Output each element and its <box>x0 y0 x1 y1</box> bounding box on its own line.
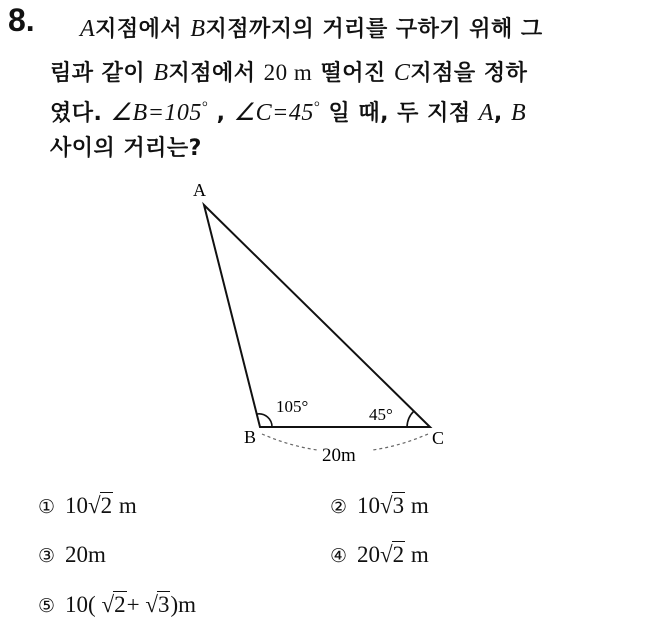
label-a: A <box>193 180 206 200</box>
choice-marker: ① <box>38 496 56 518</box>
point-b-symbol: B <box>510 100 527 126</box>
choice-coef: 10 <box>357 493 381 518</box>
choice-2[interactable] <box>330 493 429 519</box>
text: , <box>493 101 511 126</box>
choice-coef: 20 <box>357 542 381 567</box>
choice-5[interactable] <box>38 592 196 618</box>
radicand: 2 <box>100 493 113 518</box>
text: 떨어진 <box>312 61 394 86</box>
choice-unit: m <box>410 493 429 518</box>
text: 지점에서 <box>95 17 191 42</box>
radicand: 2 <box>114 592 126 617</box>
degree-symbol: ° <box>313 99 321 116</box>
choice-coef: 10( <box>65 592 96 617</box>
angle-b-label: 105° <box>276 397 309 416</box>
point-b-symbol: B <box>190 16 206 42</box>
angle-c-label: 45° <box>369 405 393 424</box>
choice-marker: ③ <box>38 545 56 567</box>
choice-unit: m <box>410 542 429 567</box>
question-number: 8. <box>8 2 35 38</box>
text: 림과 같이 <box>50 61 154 86</box>
text: 였다. <box>50 101 111 126</box>
plus-sign: + <box>126 592 140 617</box>
sqrt-sign: √ <box>380 542 393 567</box>
text: 일 때, 두 지점 <box>320 101 479 126</box>
label-b: B <box>244 427 257 447</box>
point-a-symbol: A <box>478 100 494 126</box>
distance-value: 20 m <box>263 60 313 85</box>
choice-marker: ⑤ <box>38 595 56 617</box>
choice-marker: ② <box>330 496 348 518</box>
sqrt-sign: √ <box>101 592 115 617</box>
text: 지점까지의 거리를 구하기 위해 그 <box>205 17 543 42</box>
triangle-abc <box>204 205 430 427</box>
sqrt-sign: √ <box>145 592 158 617</box>
choice-marker: ④ <box>330 545 348 567</box>
choice-unit: m <box>118 493 137 518</box>
label-c: C <box>432 428 445 448</box>
choice-close: )m <box>170 592 197 617</box>
distance-label: 20m <box>322 445 356 466</box>
choice-text: 20m <box>65 542 106 567</box>
choice-4[interactable] <box>330 542 429 568</box>
text: 지점에서 <box>168 61 264 86</box>
sqrt-sign: √ <box>88 493 101 518</box>
angle-b-expression: ∠B=105 <box>110 100 202 126</box>
question-line-4: 사이의 거리는? <box>50 136 202 161</box>
text: 지점을 정하 <box>410 61 528 86</box>
choice-coef: 10 <box>65 493 89 518</box>
degree-symbol: ° <box>201 99 209 116</box>
point-b-symbol: B <box>153 60 169 86</box>
choice-3[interactable] <box>38 542 106 568</box>
radicand: 2 <box>392 542 405 567</box>
radicand: 3 <box>157 592 170 617</box>
point-a-symbol: A <box>80 16 96 42</box>
radicand: 3 <box>392 493 405 518</box>
text: , <box>208 101 234 126</box>
choice-1[interactable] <box>38 493 137 519</box>
angle-c-arc <box>407 411 414 427</box>
angle-c-expression: ∠C=45 <box>233 100 314 126</box>
point-c-symbol: C <box>393 60 411 86</box>
sqrt-sign: √ <box>380 493 393 518</box>
